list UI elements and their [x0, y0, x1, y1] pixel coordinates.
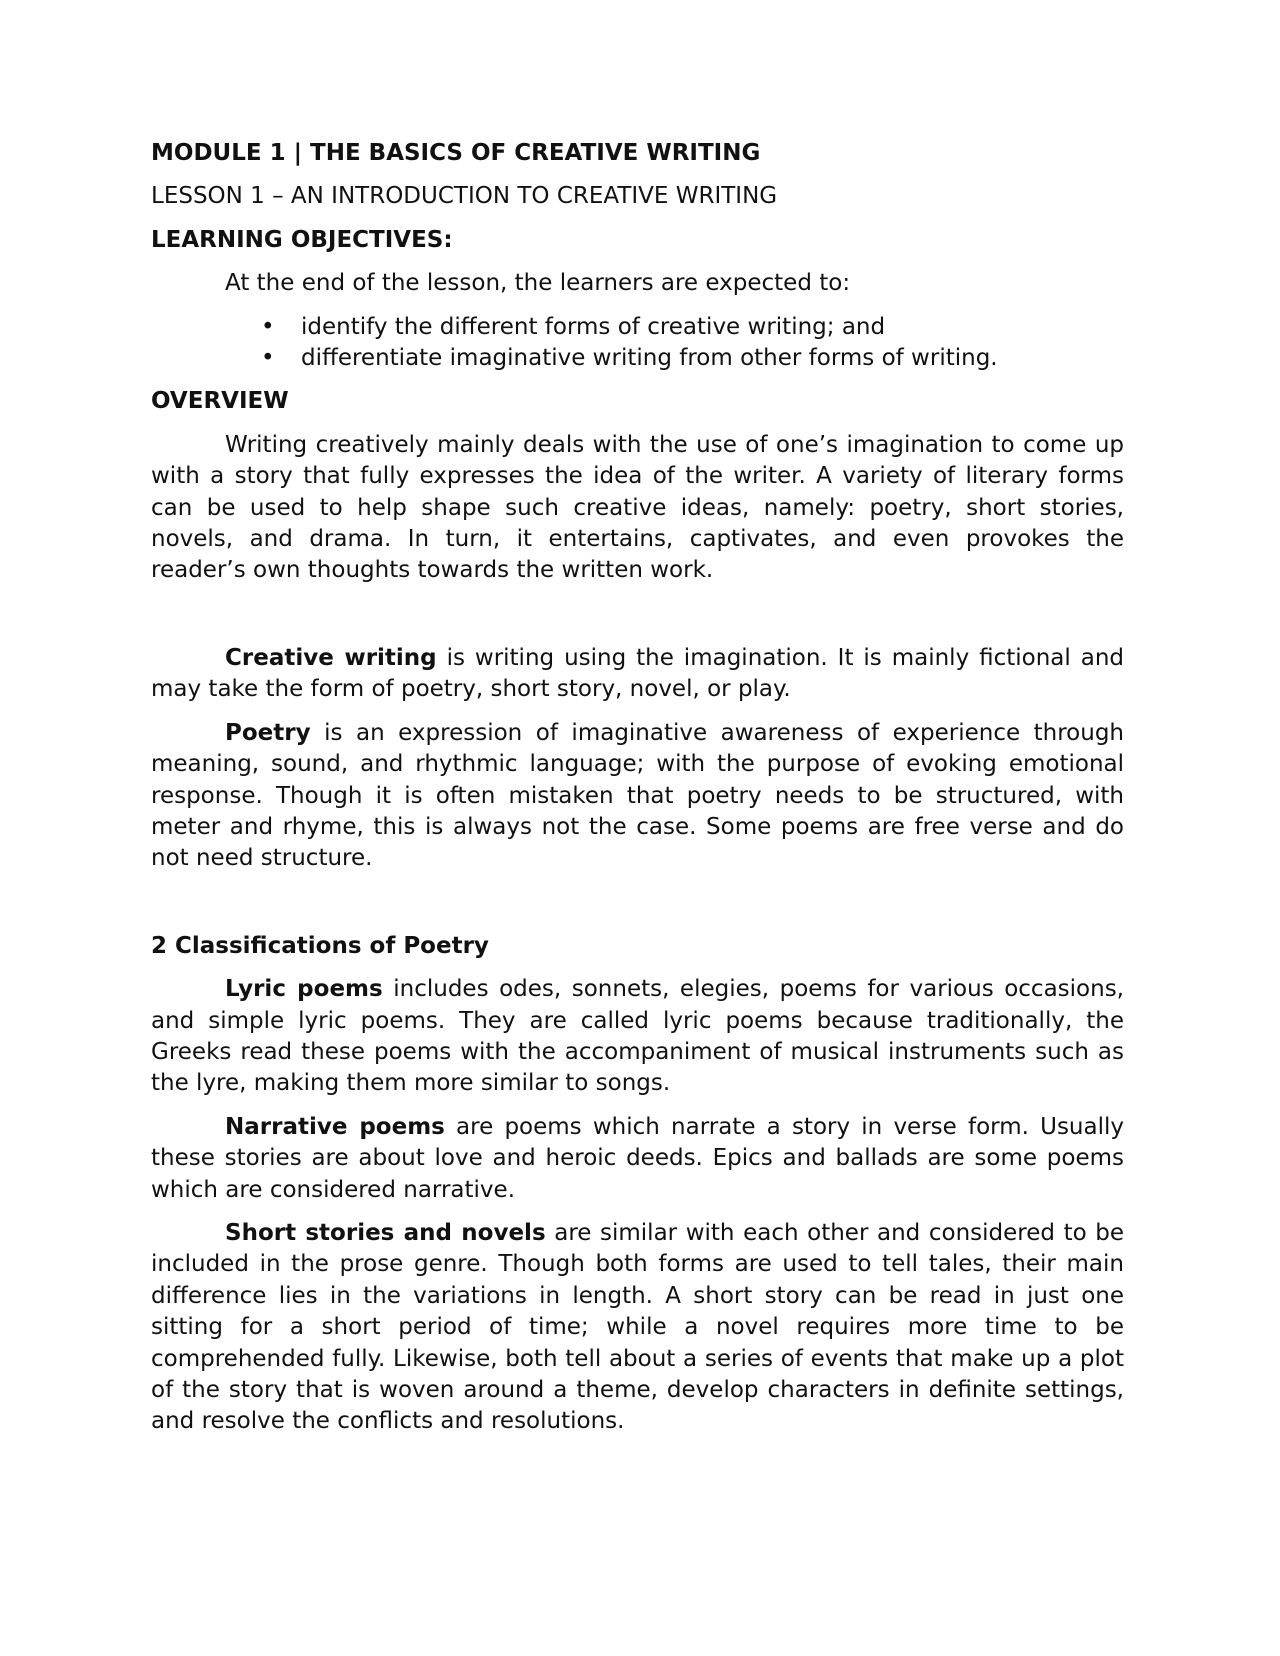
overview-heading: OVERVIEW: [151, 388, 289, 415]
section-spacer: [151, 599, 1124, 643]
objectives-list: [151, 312, 1124, 375]
classification-narrative-poems: [151, 1112, 1124, 1206]
definition-text: is an expression of imaginative awareness of experience through meaning, sound, and rhythmic language; with the purpose of evoking emotional response. Though it is often mistaken that poetry needs to be structured, with meter and rhyme, this is always not the case. Some poems are free verse and do not need structure.: [151, 719, 1124, 872]
term-creative-writing: Creative writing: [225, 644, 437, 671]
definition-creative-writing: [151, 643, 1124, 706]
objective-text: differentiate imaginative writing from other forms of writing.: [301, 345, 998, 372]
module-title: MODULE 1 | THE BASICS OF CREATIVE WRITING: [151, 140, 761, 166]
objective-item: [151, 312, 1124, 343]
definition-text: is writing using the imagination. It is mainly fictional and may take the form of poetry, short story, novel, or play.: [151, 644, 1124, 703]
document-page: [151, 138, 1124, 1450]
objective-text: identify the different forms of creative writing; and: [301, 313, 886, 340]
term-narrative-poems: Narrative poems: [225, 1113, 445, 1140]
objectives-intro: At the end of the lesson, the learners are expected to:: [225, 270, 851, 297]
section-spacer: [151, 887, 1124, 931]
definition-poetry: [151, 718, 1124, 875]
objective-item: [151, 343, 1124, 374]
classification-text: are similar with each other and considered to be included in the prose genre. Though both forms are used to tell tales, their main difference lies in the variations in length. A short story can be read in just one sitting for a short period of time; while a novel requires more time to be comprehended fully. Likewise, both tell about a series of events that make up a plot of the story that is woven around a theme, develop characters in definite settings, and resolve the conflicts and resolutions.: [151, 1219, 1124, 1435]
bullet-icon: •: [261, 345, 275, 372]
classification-text: are poems which narrate a story in verse form. Usually these stories are about love and heroic deeds. Epics and ballads are some poems which are considered narrative.: [151, 1113, 1124, 1203]
lesson-title: LESSON 1 – AN INTRODUCTION TO CREATIVE WRITING: [151, 183, 778, 210]
classification-lyric-poems: [151, 974, 1124, 1100]
bullet-icon: •: [261, 313, 275, 340]
term-poetry: Poetry: [225, 719, 311, 746]
classification-text: includes odes, sonnets, elegies, poems for various occasions, and simple lyric poems. They are called lyric poems because traditionally, the Greeks read these poems with the accompaniment of musical instruments such as the lyre, making them more similar to songs.: [151, 976, 1124, 1097]
classification-short-stories-novels: [151, 1218, 1124, 1438]
term-short-stories-novels: Short stories and novels: [225, 1219, 546, 1246]
learning-objectives-heading: LEARNING OBJECTIVES:: [151, 226, 453, 253]
classifications-heading: 2 Classifications of Poetry: [151, 932, 489, 959]
overview-paragraph: Writing creatively mainly deals with the use of one’s imagination to come up with a story that fully expresses the idea of the writer. A variety of literary forms can be used to help shape such creative ideas, namely: poetry, short stories, novels, and drama. In turn, it entertains, captivates, and even provokes the reader’s own thoughts towards the written work.: [151, 431, 1124, 584]
term-lyric-poems: Lyric poems: [225, 976, 383, 1003]
